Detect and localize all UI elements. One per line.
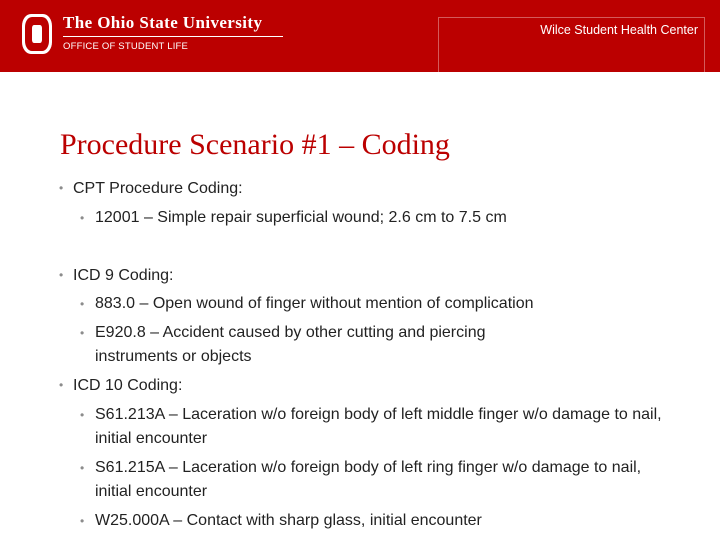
sub-list: [95, 403, 665, 533]
center-name: Wilce Student Health Center: [540, 23, 698, 37]
sub-list: [95, 292, 565, 369]
office-name: OFFICE OF STUDENT LIFE: [63, 41, 189, 52]
list-item: • W25.000A – Contact with sharp glass, initial encounter: [95, 509, 665, 533]
sub-list: [95, 206, 695, 230]
university-name: The Ohio State University: [63, 13, 263, 32]
list-item: • 12001 – Simple repair superficial wound; 2.6 cm to 7.5 cm: [95, 206, 695, 230]
ohio-state-block-o-icon: [22, 14, 52, 54]
list-item: • 883.0 – Open wound of finger without mention of complication: [95, 292, 565, 316]
list-item: • S61.213A – Laceration w/o foreign body of left middle finger w/o damage to nail, initial encounter: [95, 403, 665, 451]
slide-title: Procedure Scenario #1 – Coding: [60, 128, 450, 161]
list-item: • S61.215A – Laceration w/o foreign body of left ring finger w/o damage to nail, initial encounter: [95, 456, 665, 504]
section-heading: • ICD 10 Coding:: [73, 374, 693, 397]
list-item: • E920.8 – Accident caused by other cutting and piercing instruments or objects: [95, 321, 565, 369]
header-bar: [0, 0, 720, 72]
section-heading: • ICD 9 Coding:: [73, 264, 693, 287]
section-heading: • CPT Procedure Coding:: [73, 177, 693, 200]
center-frame: [438, 17, 705, 72]
divider: [63, 36, 283, 37]
